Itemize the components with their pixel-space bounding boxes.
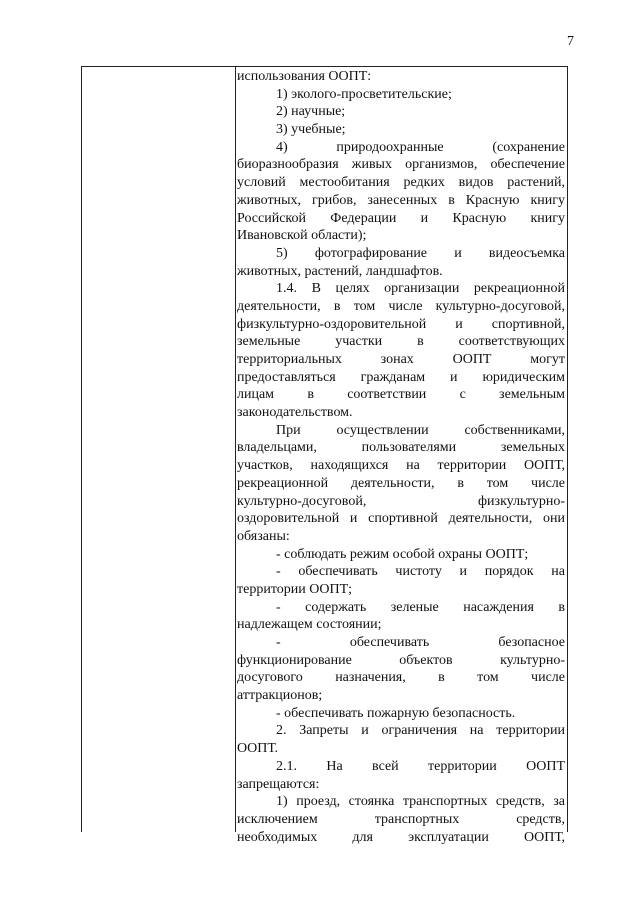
text-line: рекреационной деятельности, в том числе	[237, 475, 565, 491]
text-line: 2.1. На всей территории ООПТ	[276, 758, 565, 774]
text-line: надлежащем состоянии;	[237, 617, 382, 633]
text-line: оздоровительной и спортивной деятельности, они	[237, 511, 565, 527]
text-line: - содержать зеленые насаждения в	[276, 599, 565, 615]
text-line: территориальных зонах ООПТ могут	[237, 352, 565, 367]
text-line: условий местообитания редких видов растений,	[237, 175, 565, 191]
text-line: ООПТ.	[237, 741, 278, 757]
text-line: 5) фотографирование и видеосъемка	[276, 245, 565, 261]
text-line: При осуществлении собственниками,	[276, 422, 565, 438]
text-line: - обеспечивать чистоту и порядок на	[276, 564, 565, 580]
text-line: 4) природоохранные (сохранение	[276, 139, 565, 155]
text-line: Ивановской области);	[237, 228, 367, 244]
text-line: 2) научные;	[276, 104, 346, 120]
text-line: физкультурно-оздоровительной и спортивной,	[237, 316, 565, 332]
text-line: - обеспечивать пожарную безопасность.	[276, 705, 516, 721]
text-line: 3) учебные;	[276, 122, 346, 138]
text-line: использования ООПТ:	[237, 69, 372, 84]
text-line: функционирование объектов культурно-	[237, 652, 565, 668]
document-table	[81, 66, 568, 845]
text-line: лицам в соответствии с земельным	[237, 387, 565, 403]
text-line: предоставляться гражданам и юридическим	[237, 369, 565, 385]
text-line: исключением транспортных средств,	[237, 811, 565, 827]
text-line: культурно-досуговой, физкультурно-	[237, 493, 565, 509]
text-line: - соблюдать режим особой охраны ООПТ;	[276, 546, 529, 562]
text-line: обязаны:	[237, 528, 290, 544]
text-line: территории ООПТ;	[237, 581, 353, 597]
text-line: 1) эколого-просветительские;	[276, 86, 452, 102]
text-line: деятельности, в том числе культурно-досуговой,	[237, 298, 565, 314]
page-number: 7	[567, 34, 574, 49]
table-left-cell	[82, 67, 236, 832]
text-line: животных, грибов, занесенных в Красную книгу	[237, 192, 565, 208]
text-line: земельные участки в соответствующих	[237, 334, 565, 350]
table-right-cell	[237, 68, 565, 846]
text-line: - обеспечивать безопасное	[276, 635, 565, 650]
text-line: биоразнообразия живых организмов, обеспечение	[237, 157, 565, 173]
text-line: досугового назначения, в том числе	[237, 670, 565, 686]
text-line: законодательством.	[237, 405, 353, 421]
text-line: 1) проезд, стоянка транспортных средств, за	[276, 794, 565, 810]
text-line: необходимых для эксплуатации ООПТ,	[237, 829, 565, 845]
text-line: 1.4. В целях организации рекреационной	[276, 281, 565, 297]
text-line: животных, растений, ландшафтов.	[237, 263, 443, 279]
text-line: Российской Федерации и Красную книгу	[237, 210, 565, 226]
text-line: запрещаются:	[237, 776, 320, 792]
text-line: участков, находящихся на территории ООПТ,	[237, 458, 565, 474]
text-line: аттракционов;	[237, 688, 323, 704]
text-line: владельцами, пользователями земельных	[237, 440, 565, 456]
text-line: 2. Запреты и ограничения на территории	[276, 723, 565, 739]
